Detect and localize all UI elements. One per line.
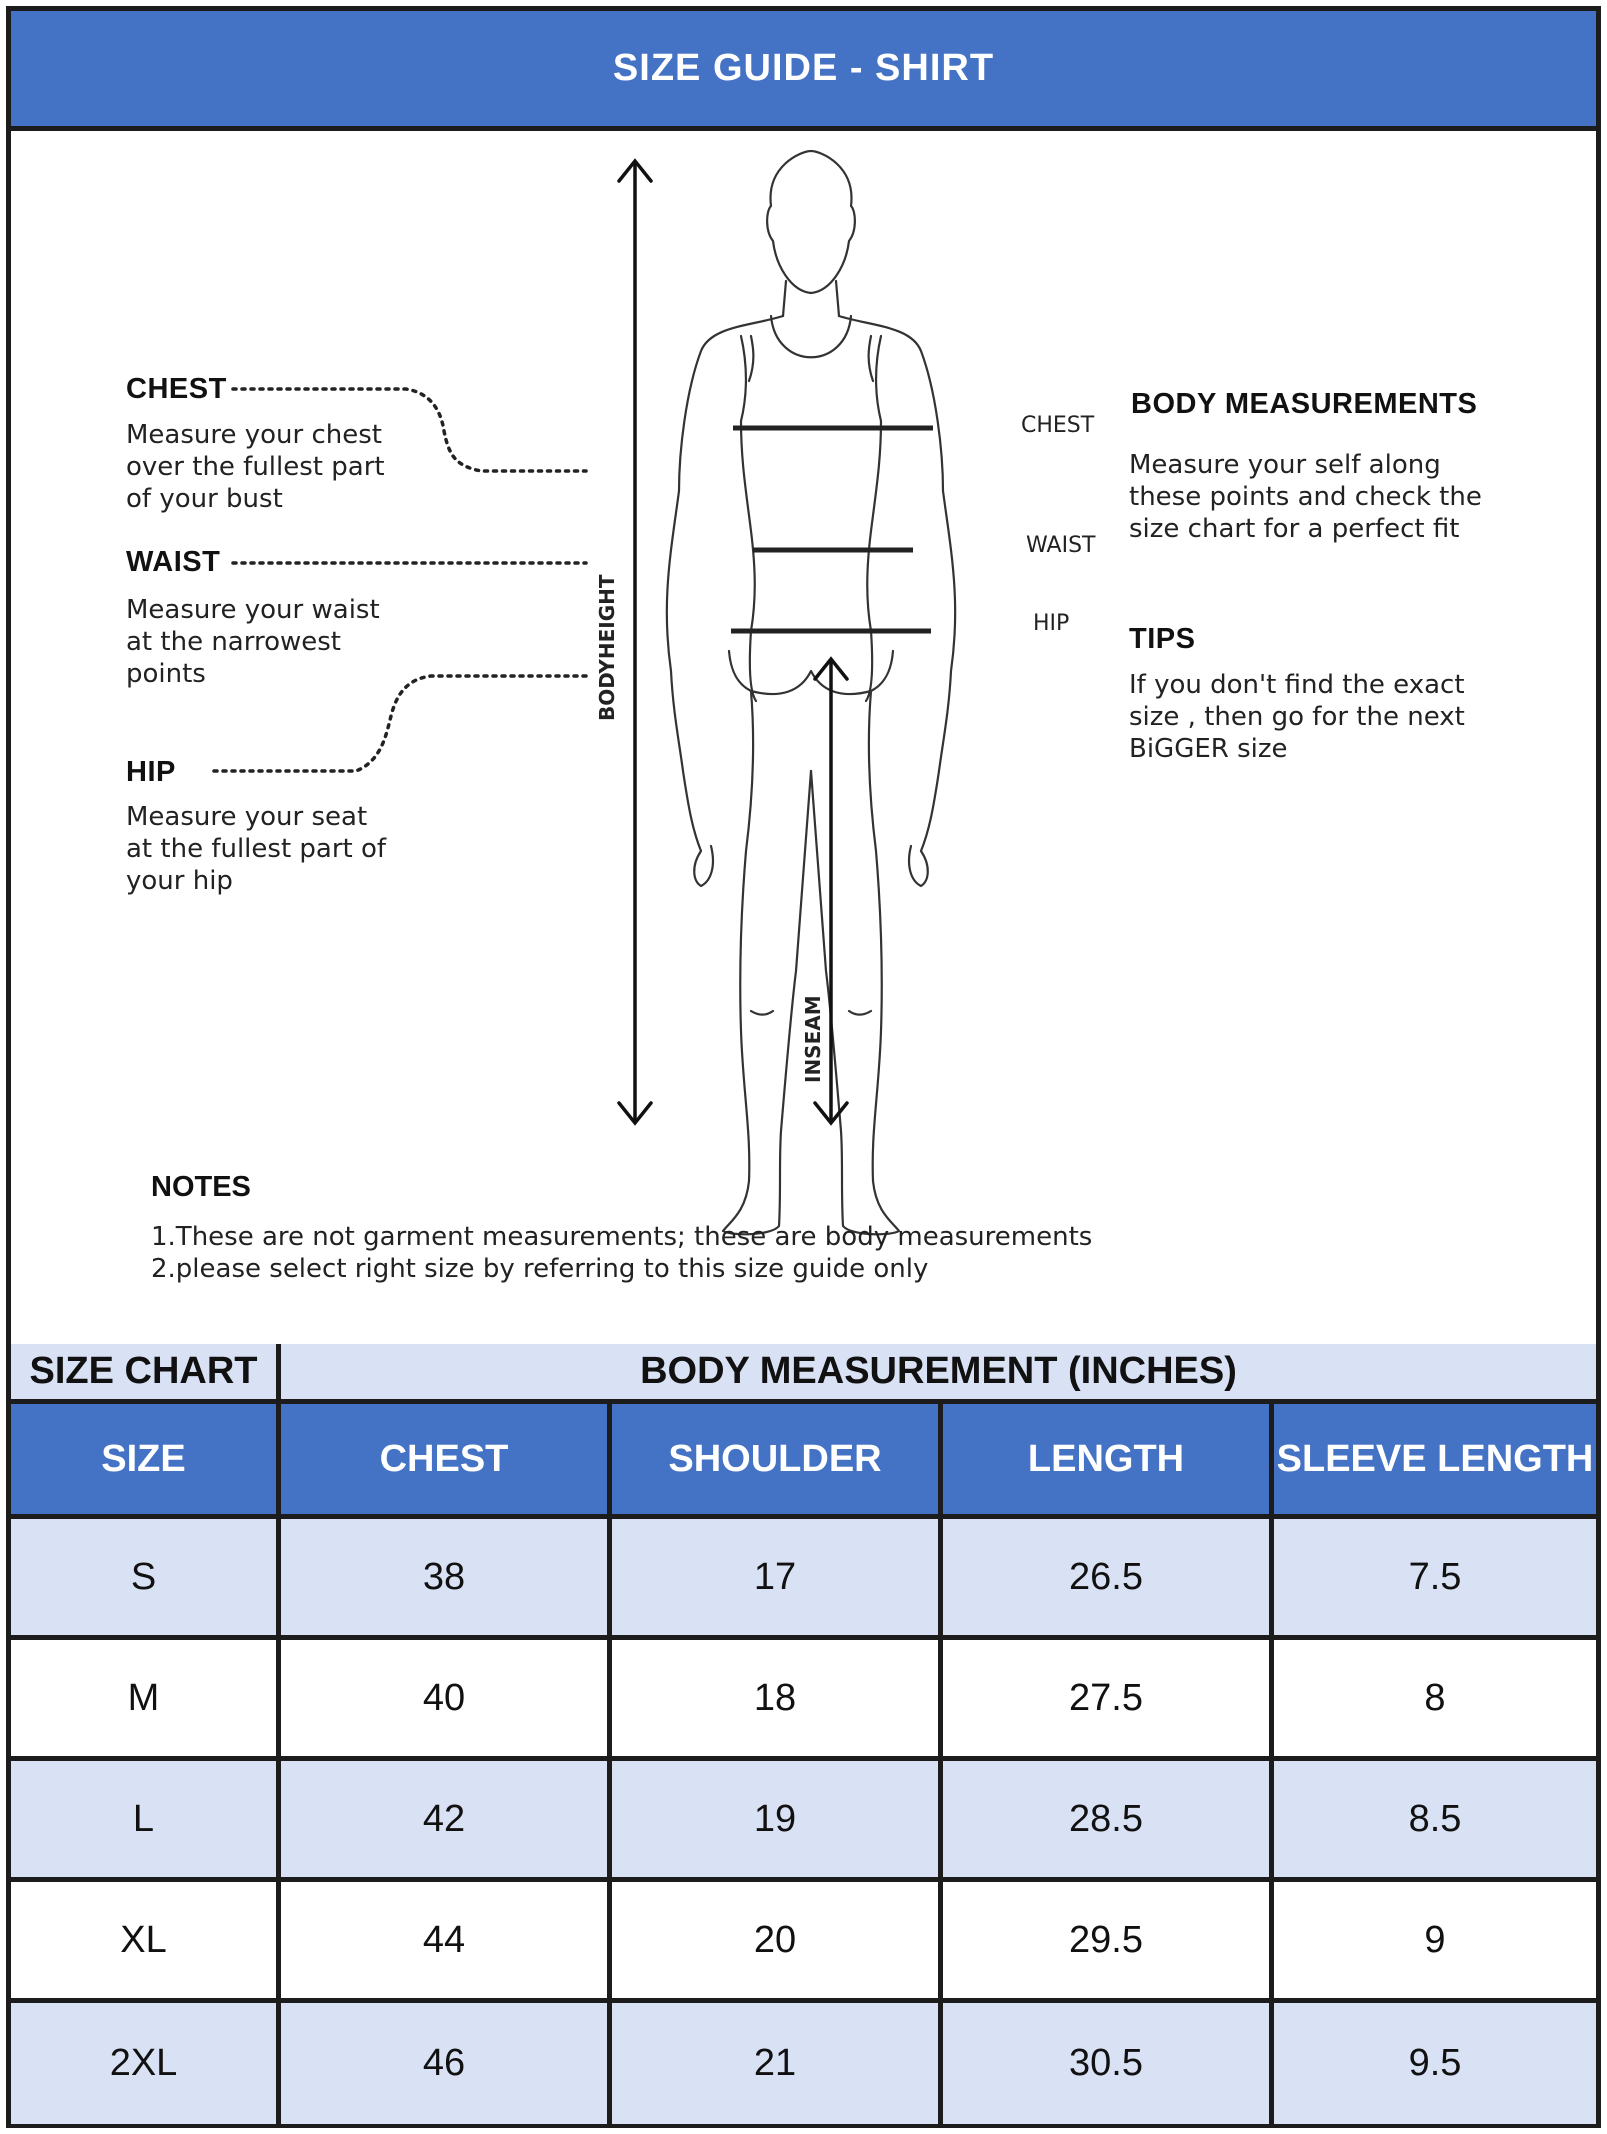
length-cell: 30.5 bbox=[943, 2003, 1274, 2124]
length-cell: 28.5 bbox=[943, 1761, 1274, 1877]
body-measurement-header: BODY MEASUREMENT (INCHES) bbox=[640, 1350, 1237, 1392]
column-header-size: SIZE bbox=[11, 1404, 281, 1514]
size-chart-corner: SIZE CHART bbox=[11, 1344, 281, 1399]
table-row bbox=[11, 1519, 1596, 1640]
chest-cell: 42 bbox=[281, 1761, 612, 1877]
sleeve-length-cell: 7.5 bbox=[1408, 1555, 1462, 1598]
shoulder-cell: 19 bbox=[612, 1761, 943, 1877]
size-cell: 2XL bbox=[11, 2003, 281, 2124]
tips-line: If you don't find the exact bbox=[1129, 670, 1465, 700]
tips-title: TIPS bbox=[1129, 623, 1196, 655]
notes-title: NOTES bbox=[151, 1171, 251, 1203]
inseam-label: INSEAM bbox=[801, 995, 825, 1083]
tips-text bbox=[1129, 669, 1559, 765]
body-measurements-line: these points and check the bbox=[1129, 482, 1482, 512]
length-cell: 26.5 bbox=[943, 1519, 1274, 1635]
page-title: SIZE GUIDE - SHIRT bbox=[11, 11, 1596, 131]
hip-description bbox=[126, 801, 446, 897]
tips-line: BiGGER size bbox=[1129, 734, 1288, 764]
waist-label: WAIST bbox=[126, 546, 221, 578]
chest-description-line: over the fullest part bbox=[126, 452, 385, 482]
body-measurements-line: size chart for a perfect fit bbox=[1129, 514, 1460, 544]
chest-cell: 44 bbox=[281, 1882, 612, 1998]
bodyheight-label: BODYHEIGHT bbox=[595, 574, 619, 721]
waist-description-line: Measure your waist bbox=[126, 595, 380, 625]
column-header-length: LENGTH bbox=[943, 1404, 1274, 1514]
chest-cell: 40 bbox=[281, 1640, 612, 1756]
figure-hip-label: HIP bbox=[1033, 611, 1070, 636]
sleeve-length-cell: 8.5 bbox=[1408, 1797, 1462, 1840]
chest-cell: 46 bbox=[281, 2003, 612, 2124]
note-item: 1.These are not garment measurements; these are body measurements bbox=[151, 1222, 1093, 1252]
hip-description-line: your hip bbox=[126, 866, 233, 896]
sleeve-length-cell: 9 bbox=[1424, 1918, 1446, 1961]
shoulder-cell: 21 bbox=[612, 2003, 943, 2124]
table-row bbox=[11, 2003, 1596, 2124]
column-header-sleeve-length: SLEEVE LENGTH bbox=[1276, 1437, 1594, 1480]
hip-description-line: Measure your seat bbox=[126, 802, 368, 832]
length-cell: 27.5 bbox=[943, 1640, 1274, 1756]
chest-cell: 38 bbox=[281, 1519, 612, 1635]
column-header-chest: CHEST bbox=[281, 1404, 612, 1514]
size-cell: L bbox=[11, 1761, 281, 1877]
body-measurements-title: BODY MEASUREMENTS bbox=[1131, 388, 1478, 420]
waist-description bbox=[126, 594, 446, 690]
chest-description bbox=[126, 419, 446, 515]
chest-label: CHEST bbox=[126, 373, 227, 405]
shoulder-cell: 18 bbox=[612, 1640, 943, 1756]
table-row bbox=[11, 1882, 1596, 2003]
tips-line: size , then go for the next bbox=[1129, 702, 1465, 732]
size-cell: M bbox=[11, 1640, 281, 1756]
size-cell: S bbox=[11, 1519, 281, 1635]
size-guide-frame bbox=[6, 6, 1601, 2128]
sleeve-length-cell: 9.5 bbox=[1408, 2042, 1462, 2084]
chest-description-line: of your bust bbox=[126, 484, 283, 514]
waist-description-line: at the narrowest bbox=[126, 627, 341, 657]
note-item: 2.please select right size by referring to this size guide only bbox=[151, 1254, 929, 1284]
figure-chest-label: CHEST bbox=[1021, 413, 1095, 438]
hip-description-line: at the fullest part of bbox=[126, 834, 387, 864]
table-row bbox=[11, 1761, 1596, 1882]
body-measurements-text bbox=[1129, 449, 1559, 545]
column-header-shoulder: SHOULDER bbox=[612, 1404, 943, 1514]
measurement-guide bbox=[11, 131, 1596, 1344]
sleeve-length-cell: 8 bbox=[1424, 1676, 1446, 1719]
shoulder-cell: 20 bbox=[612, 1882, 943, 1998]
table-header-row bbox=[11, 1404, 1596, 1519]
waist-description-line: points bbox=[126, 659, 206, 689]
table-row bbox=[11, 1640, 1596, 1761]
shoulder-cell: 17 bbox=[612, 1519, 943, 1635]
hip-label: HIP bbox=[126, 756, 176, 788]
length-cell: 29.5 bbox=[943, 1882, 1274, 1998]
size-cell: XL bbox=[11, 1882, 281, 1998]
body-measurements-line: Measure your self along bbox=[1129, 450, 1441, 480]
figure-waist-label: WAIST bbox=[1026, 533, 1096, 558]
table-group-header-row bbox=[11, 1344, 1596, 1404]
chest-description-line: Measure your chest bbox=[126, 420, 383, 450]
